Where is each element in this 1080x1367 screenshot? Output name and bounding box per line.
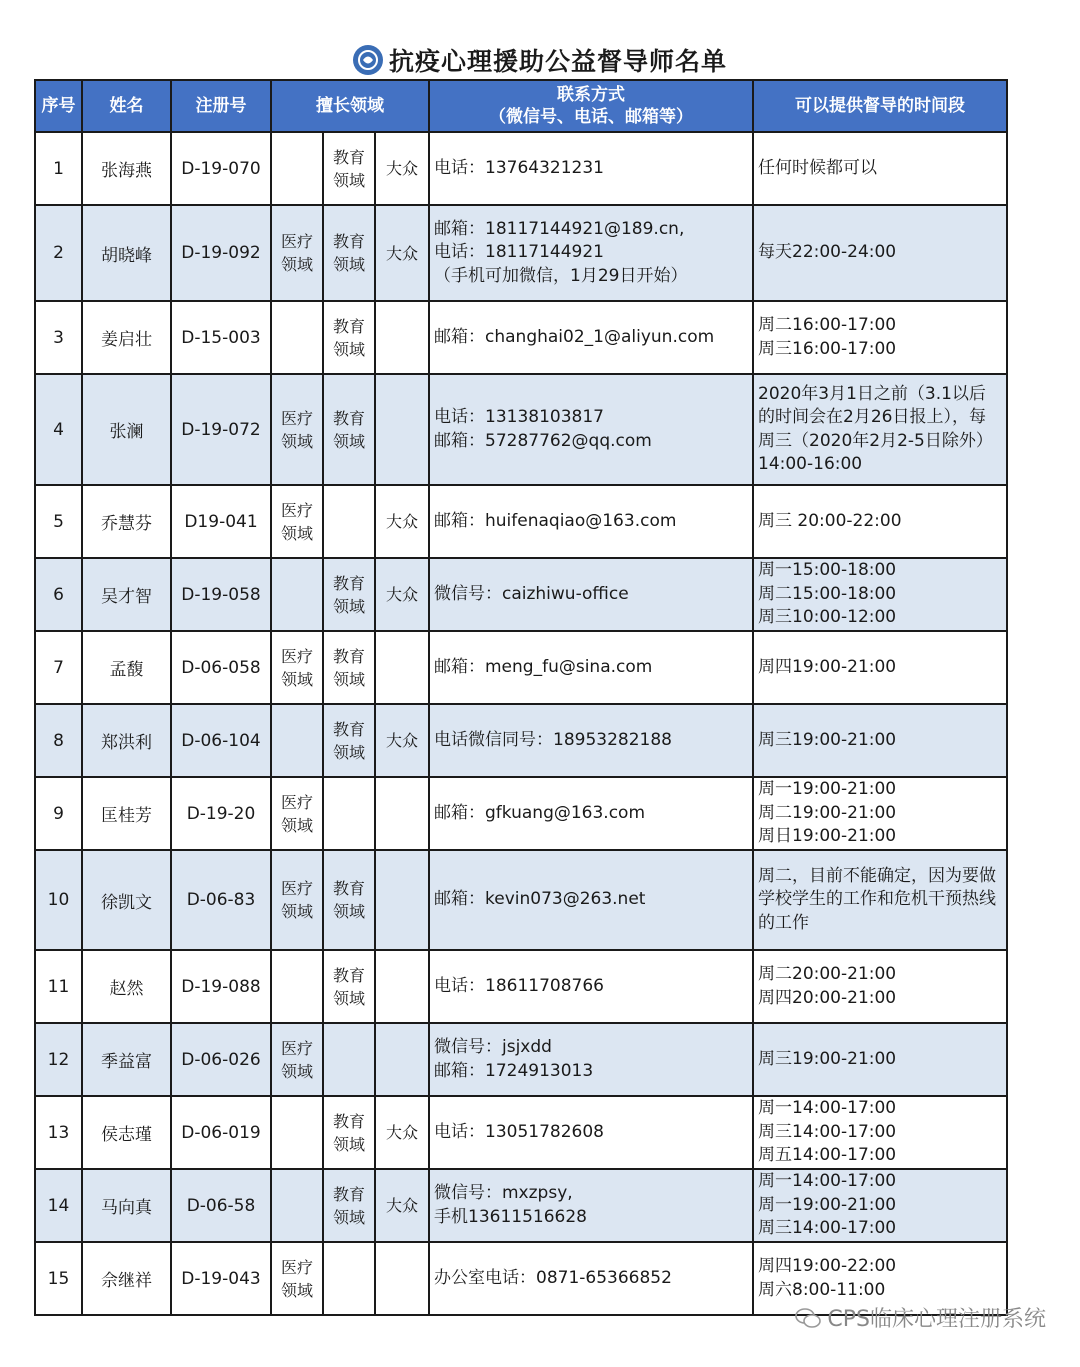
row-name: 赵然 bbox=[82, 950, 171, 1023]
row-index: 8 bbox=[35, 704, 82, 777]
row-field-medical: 医疗 领域 bbox=[271, 777, 323, 850]
watermark bbox=[795, 1302, 1046, 1333]
row-name: 佘继祥 bbox=[82, 1242, 171, 1315]
watermark-text: CPS临床心理注册系统 bbox=[827, 1307, 1046, 1332]
row-index: 12 bbox=[35, 1023, 82, 1096]
row-reg: D-15-003 bbox=[171, 301, 271, 374]
row-time: 周四19:00-21:00 bbox=[753, 631, 1007, 704]
row-index: 3 bbox=[35, 301, 82, 374]
row-reg: D-06-026 bbox=[171, 1023, 271, 1096]
row-time: 2020年3月1日之前（3.1以后的时间会在2月26日报上），每周三（2020年2月2-5日除外）14:00-16:00 bbox=[753, 374, 1007, 485]
row-reg: D-19-043 bbox=[171, 1242, 271, 1315]
row-index: 2 bbox=[35, 205, 82, 301]
header-index: 序号 bbox=[35, 80, 82, 132]
row-field-public: 大众 bbox=[375, 704, 429, 777]
header-time: 可以提供督导的时间段 bbox=[753, 80, 1007, 132]
row-name: 匡桂芳 bbox=[82, 777, 171, 850]
row-name: 张澜 bbox=[82, 374, 171, 485]
row-field-medical: 医疗 领域 bbox=[271, 631, 323, 704]
row-time: 周一14:00-17:00 周三14:00-17:00 周五14:00-17:00 bbox=[753, 1096, 1007, 1169]
row-contact: 电话：13764321231 bbox=[429, 132, 753, 205]
wechat-icon bbox=[795, 1307, 821, 1329]
row-index: 5 bbox=[35, 485, 82, 558]
row-field-education bbox=[323, 485, 375, 558]
row-name: 张海燕 bbox=[82, 132, 171, 205]
table-row bbox=[35, 301, 1007, 374]
row-name: 郑洪利 bbox=[82, 704, 171, 777]
row-field-education bbox=[323, 777, 375, 850]
row-field-education: 教育 领域 bbox=[323, 205, 375, 301]
row-contact: 微信号：mxzpsy, 手机13611516628 bbox=[429, 1169, 753, 1242]
row-field-public: 大众 bbox=[375, 1096, 429, 1169]
row-contact: 邮箱：kevin073@263.net bbox=[429, 850, 753, 950]
table-row bbox=[35, 132, 1007, 205]
header-field: 擅长领域 bbox=[271, 80, 429, 132]
row-name: 季益富 bbox=[82, 1023, 171, 1096]
row-index: 7 bbox=[35, 631, 82, 704]
page-title: 抗疫心理援助公益督导师名单 bbox=[388, 47, 727, 76]
row-field-medical bbox=[271, 301, 323, 374]
row-time: 周三 20:00-22:00 bbox=[753, 485, 1007, 558]
row-index: 1 bbox=[35, 132, 82, 205]
row-reg: D-19-058 bbox=[171, 558, 271, 631]
row-time: 周二，目前不能确定，因为要做学校学生的工作和危机干预热线的工作 bbox=[753, 850, 1007, 950]
row-index: 10 bbox=[35, 850, 82, 950]
header-reg: 注册号 bbox=[171, 80, 271, 132]
row-reg: D-06-83 bbox=[171, 850, 271, 950]
row-contact: 邮箱：18117144921@189.cn, 电话：18117144921 （手机可加微信，1月29日开始） bbox=[429, 205, 753, 301]
row-reg: D-06-58 bbox=[171, 1169, 271, 1242]
table-row bbox=[35, 1096, 1007, 1169]
row-reg: D-19-072 bbox=[171, 374, 271, 485]
row-field-public bbox=[375, 631, 429, 704]
row-field-education: 教育 领域 bbox=[323, 301, 375, 374]
row-contact: 邮箱：gfkuang@163.com bbox=[429, 777, 753, 850]
row-time: 周一15:00-18:00 周二15:00-18:00 周三10:00-12:00 bbox=[753, 558, 1007, 631]
table-row bbox=[35, 704, 1007, 777]
row-field-medical: 医疗 领域 bbox=[271, 1023, 323, 1096]
row-contact: 微信号：jsjxdd 邮箱：1724913013 bbox=[429, 1023, 753, 1096]
row-field-education bbox=[323, 1242, 375, 1315]
row-field-public: 大众 bbox=[375, 1169, 429, 1242]
row-reg: D-06-104 bbox=[171, 704, 271, 777]
row-index: 6 bbox=[35, 558, 82, 631]
table-row bbox=[35, 205, 1007, 301]
row-name: 姜启壮 bbox=[82, 301, 171, 374]
table-row bbox=[35, 631, 1007, 704]
row-name: 马向真 bbox=[82, 1169, 171, 1242]
table-row bbox=[35, 777, 1007, 850]
row-field-medical bbox=[271, 704, 323, 777]
row-field-medical: 医疗 领域 bbox=[271, 374, 323, 485]
table-row bbox=[35, 950, 1007, 1023]
row-field-medical: 医疗 领域 bbox=[271, 1242, 323, 1315]
row-field-education: 教育 领域 bbox=[323, 1169, 375, 1242]
row-field-public bbox=[375, 1242, 429, 1315]
row-field-education: 教育 领域 bbox=[323, 850, 375, 950]
row-field-education: 教育 领域 bbox=[323, 374, 375, 485]
row-field-education: 教育 领域 bbox=[323, 132, 375, 205]
row-time: 任何时候都可以 bbox=[753, 132, 1007, 205]
table-row bbox=[35, 485, 1007, 558]
row-time: 周二20:00-21:00 周四20:00-21:00 bbox=[753, 950, 1007, 1023]
row-field-medical: 医疗 领域 bbox=[271, 485, 323, 558]
row-time: 周二16:00-17:00 周三16:00-17:00 bbox=[753, 301, 1007, 374]
row-field-medical: 医疗 领域 bbox=[271, 205, 323, 301]
header-name: 姓名 bbox=[82, 80, 171, 132]
title-bar bbox=[0, 40, 1080, 80]
row-reg: D19-041 bbox=[171, 485, 271, 558]
row-contact: 邮箱：meng_fu@sina.com bbox=[429, 631, 753, 704]
row-contact: 邮箱：changhai02_1@aliyun.com bbox=[429, 301, 753, 374]
table-row bbox=[35, 374, 1007, 485]
row-name: 侯志瑾 bbox=[82, 1096, 171, 1169]
row-field-medical bbox=[271, 558, 323, 631]
row-field-medical bbox=[271, 1096, 323, 1169]
row-field-education bbox=[323, 1023, 375, 1096]
row-time: 周三19:00-21:00 bbox=[753, 704, 1007, 777]
row-contact: 电话：18611708766 bbox=[429, 950, 753, 1023]
row-index: 9 bbox=[35, 777, 82, 850]
header-contact: 联系方式 （微信号、电话、邮箱等） bbox=[429, 80, 753, 132]
row-field-public bbox=[375, 777, 429, 850]
row-field-public: 大众 bbox=[375, 205, 429, 301]
row-contact: 电话微信同号：18953282188 bbox=[429, 704, 753, 777]
row-field-public bbox=[375, 850, 429, 950]
row-field-public bbox=[375, 374, 429, 485]
table-row bbox=[35, 558, 1007, 631]
row-contact: 邮箱：huifenaqiao@163.com bbox=[429, 485, 753, 558]
supervisor-table bbox=[34, 79, 1008, 1316]
row-field-education: 教育 领域 bbox=[323, 631, 375, 704]
table-header bbox=[35, 80, 1007, 132]
row-reg: D-06-019 bbox=[171, 1096, 271, 1169]
row-contact: 电话：13138103817 邮箱：57287762@qq.com bbox=[429, 374, 753, 485]
row-index: 14 bbox=[35, 1169, 82, 1242]
row-field-public: 大众 bbox=[375, 132, 429, 205]
row-reg: D-06-058 bbox=[171, 631, 271, 704]
row-time: 周一19:00-21:00 周二19:00-21:00 周日19:00-21:00 bbox=[753, 777, 1007, 850]
row-index: 4 bbox=[35, 374, 82, 485]
row-time: 周四19:00-22:00 周六8:00-11:00 bbox=[753, 1242, 1007, 1315]
row-field-public: 大众 bbox=[375, 558, 429, 631]
row-field-public: 大众 bbox=[375, 485, 429, 558]
row-field-education: 教育 领域 bbox=[323, 950, 375, 1023]
row-time: 周三19:00-21:00 bbox=[753, 1023, 1007, 1096]
row-field-medical bbox=[271, 132, 323, 205]
row-field-medical bbox=[271, 1169, 323, 1242]
table-row bbox=[35, 1169, 1007, 1242]
row-field-education: 教育 领域 bbox=[323, 558, 375, 631]
row-field-medical: 医疗 领域 bbox=[271, 850, 323, 950]
row-name: 孟馥 bbox=[82, 631, 171, 704]
row-time: 周一14:00-17:00 周一19:00-21:00 周三14:00-17:00 bbox=[753, 1169, 1007, 1242]
row-index: 15 bbox=[35, 1242, 82, 1315]
row-index: 13 bbox=[35, 1096, 82, 1169]
row-field-education: 教育 领域 bbox=[323, 1096, 375, 1169]
row-contact: 办公室电话：0871-65366852 bbox=[429, 1242, 753, 1315]
row-name: 乔慧芬 bbox=[82, 485, 171, 558]
row-reg: D-19-070 bbox=[171, 132, 271, 205]
row-time: 每天22:00-24:00 bbox=[753, 205, 1007, 301]
cps-logo-icon bbox=[353, 45, 383, 75]
row-name: 吴才智 bbox=[82, 558, 171, 631]
row-name: 徐凯文 bbox=[82, 850, 171, 950]
row-reg: D-19-20 bbox=[171, 777, 271, 850]
row-contact: 微信号：caizhiwu-office bbox=[429, 558, 753, 631]
row-reg: D-19-088 bbox=[171, 950, 271, 1023]
table-row bbox=[35, 850, 1007, 950]
table-row bbox=[35, 1023, 1007, 1096]
row-reg: D-19-092 bbox=[171, 205, 271, 301]
row-field-public bbox=[375, 950, 429, 1023]
row-index: 11 bbox=[35, 950, 82, 1023]
row-field-public bbox=[375, 1023, 429, 1096]
row-contact: 电话：13051782608 bbox=[429, 1096, 753, 1169]
row-field-education: 教育 领域 bbox=[323, 704, 375, 777]
row-name: 胡晓峰 bbox=[82, 205, 171, 301]
row-field-medical bbox=[271, 950, 323, 1023]
row-field-public bbox=[375, 301, 429, 374]
